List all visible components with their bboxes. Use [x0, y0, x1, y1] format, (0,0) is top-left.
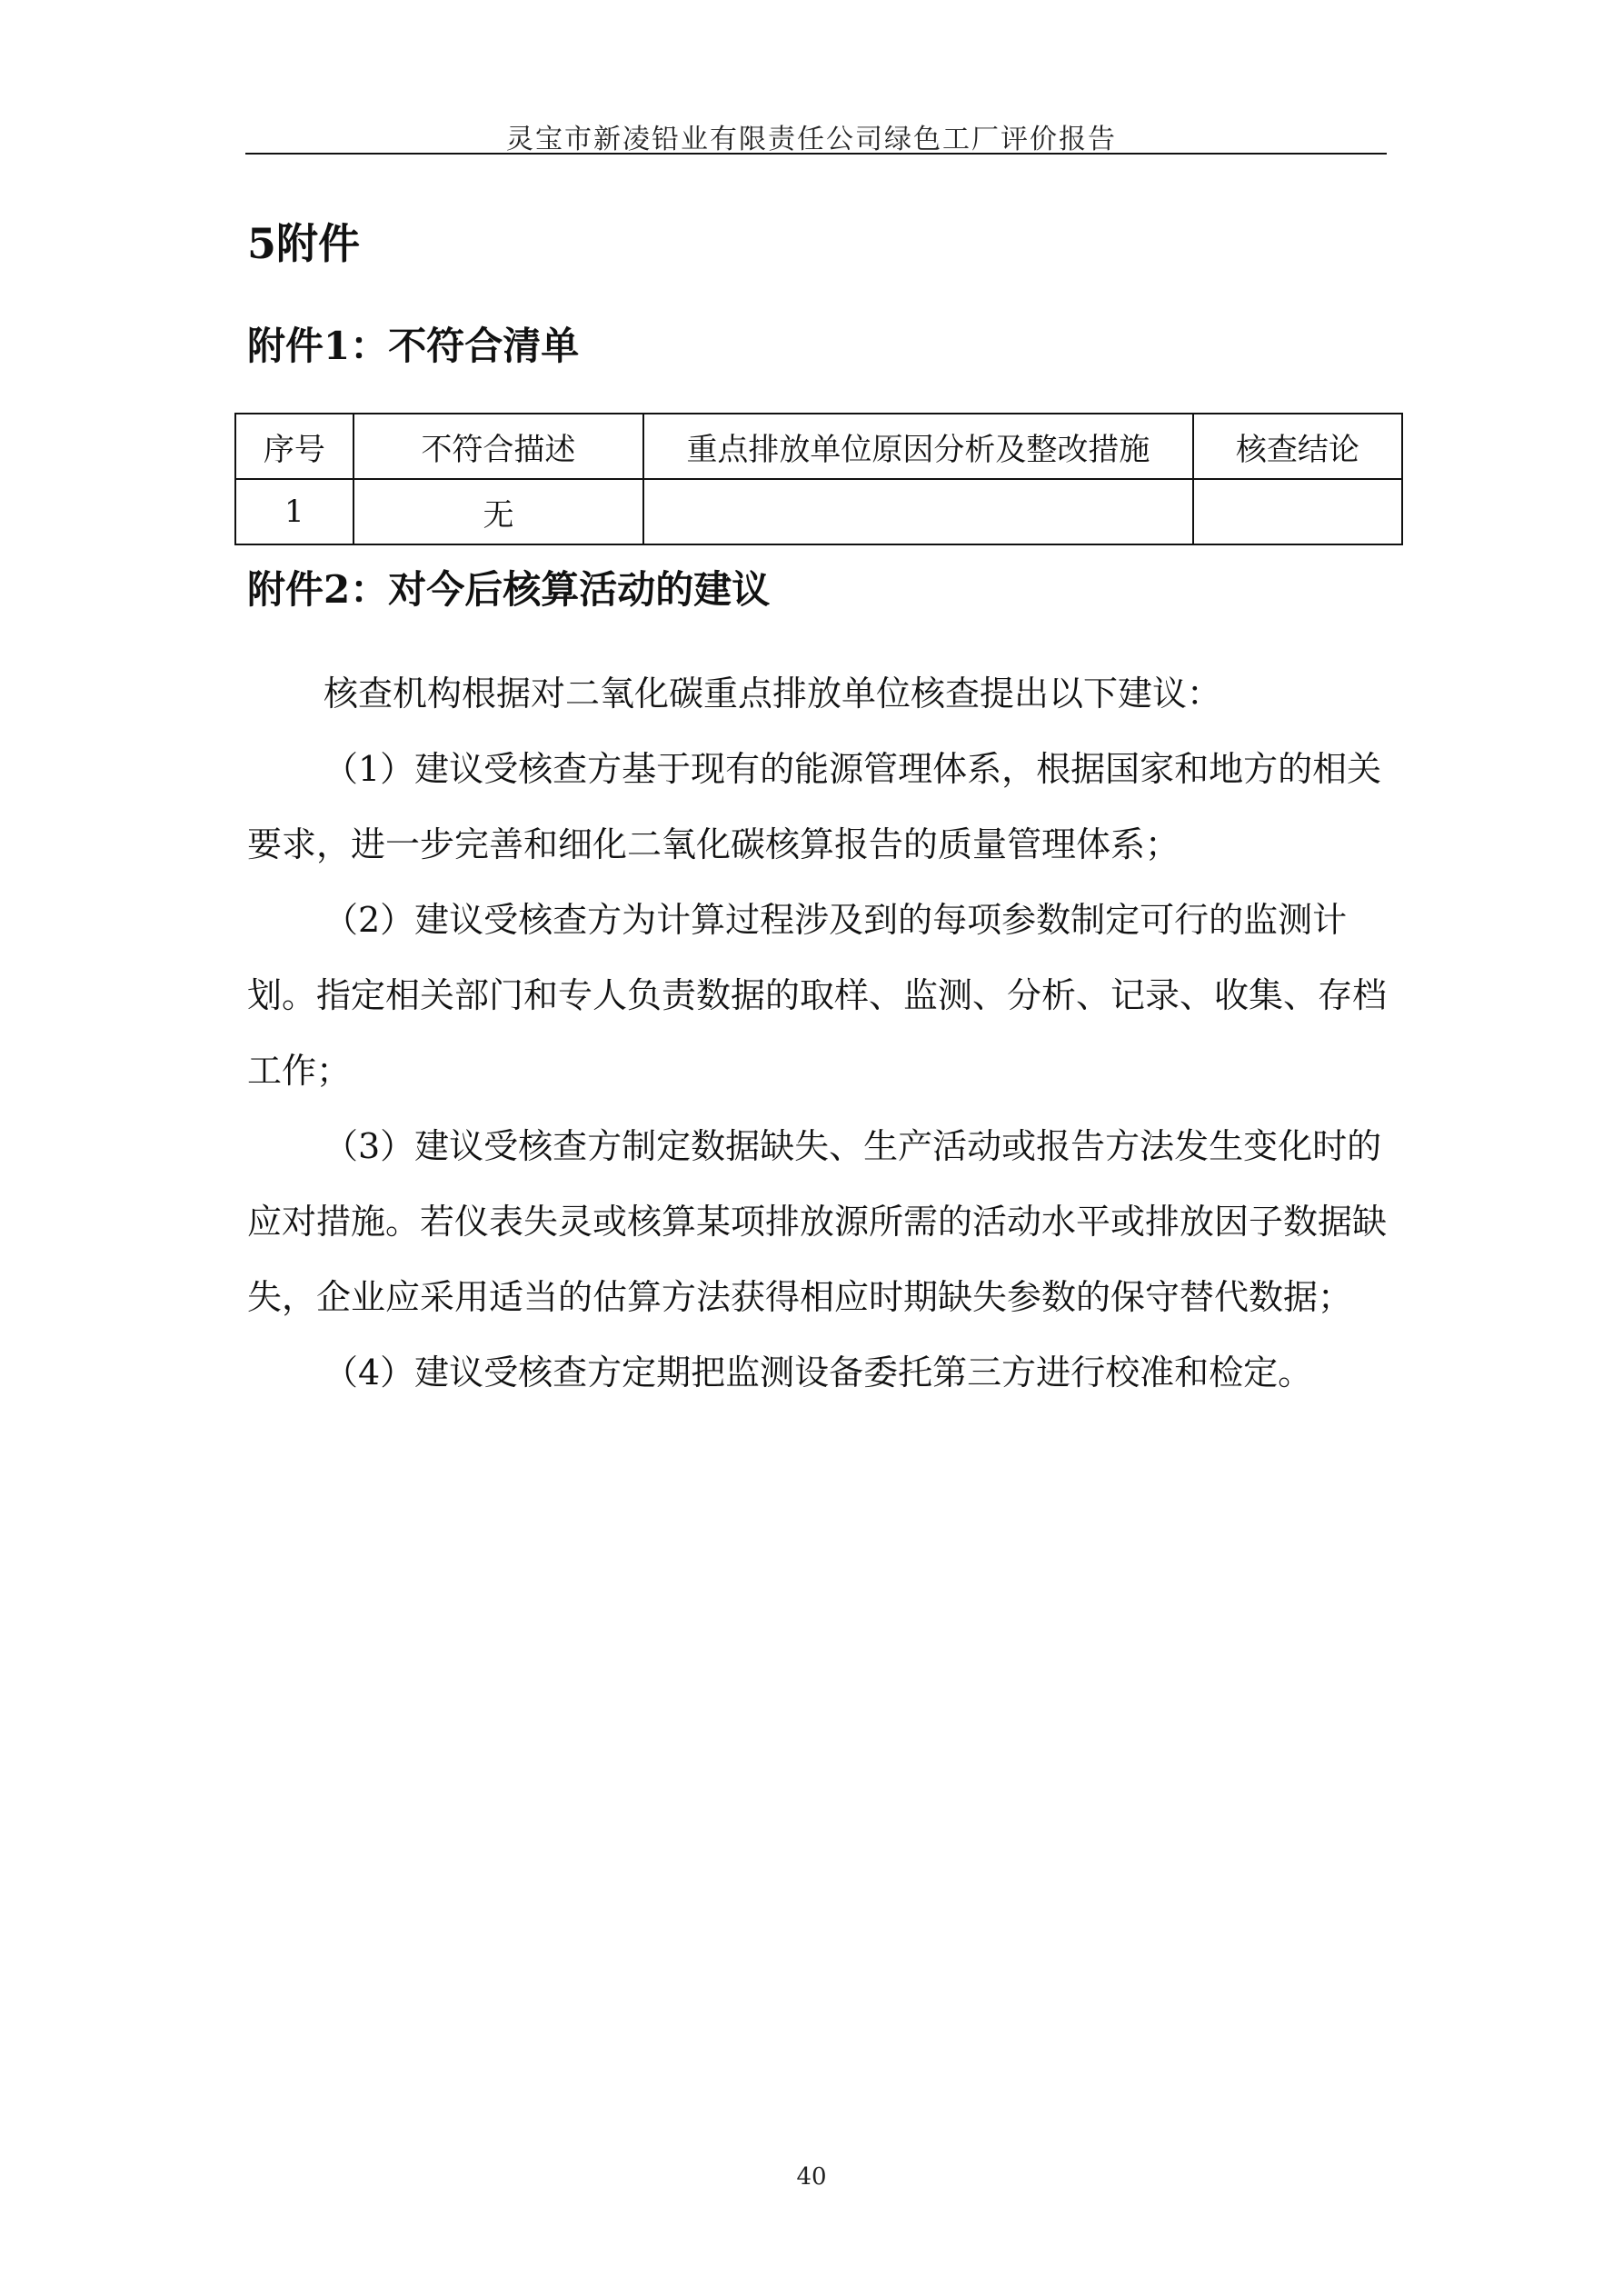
table-header-row [235, 414, 1402, 479]
recommendation-item-3: （3）建议受核查方制定数据缺失、生产活动或报告方法发生变化时的应对措施。若仪表失灵或核算某项排放源所需的活动水平或排放因子数据缺失，企业应采用适当的估算方法获得相应时期缺失参数的保守替代数据； [247, 1126, 1388, 1317]
table-cell-index: 1 [235, 479, 353, 544]
recommendation-item-1: （1）建议受核查方基于现有的能源管理体系，根据国家和地方的相关要求，进一步完善和细化二氧化碳核算报告的质量管理体系； [247, 749, 1382, 864]
appendix-2-title: 附件2：对今后核算活动的建议 [247, 567, 771, 612]
table-cell-analysis [643, 479, 1192, 544]
appendix-1-title: 附件1：不符合清单 [247, 324, 580, 368]
nonconformity-table [234, 413, 1403, 545]
section-title: 5附件 [247, 219, 361, 268]
page-number: 40 [796, 2163, 827, 2191]
recommendations-intro: 核查机构根据对二氧化碳重点排放单位核查提出以下建议： [324, 674, 1222, 714]
header-divider [245, 153, 1387, 155]
table-cell-conclusion [1193, 479, 1402, 544]
table-cell-description: 无 [353, 479, 644, 544]
table-header-cell-analysis: 重点排放单位原因分析及整改措施 [643, 414, 1192, 479]
recommendations-body [247, 656, 1401, 1411]
recommendation-item-2: （2）建议受核查方为计算过程涉及到的每项参数制定可行的监测计划。指定相关部门和专人负责数据的取样、监测、分析、记录、收集、存档工作； [247, 900, 1388, 1091]
page-header-title: 灵宝市新凌铅业有限责任公司绿色工厂评价报告 [506, 124, 1117, 155]
table-header-cell-description: 不符合描述 [353, 414, 644, 479]
table-header-cell-conclusion: 核查结论 [1193, 414, 1402, 479]
table-row [235, 479, 1402, 544]
recommendation-item-4: （4）建议受核查方定期把监测设备委托第三方进行校准和检定。 [324, 1353, 1313, 1393]
table-header-cell-index: 序号 [235, 414, 353, 479]
